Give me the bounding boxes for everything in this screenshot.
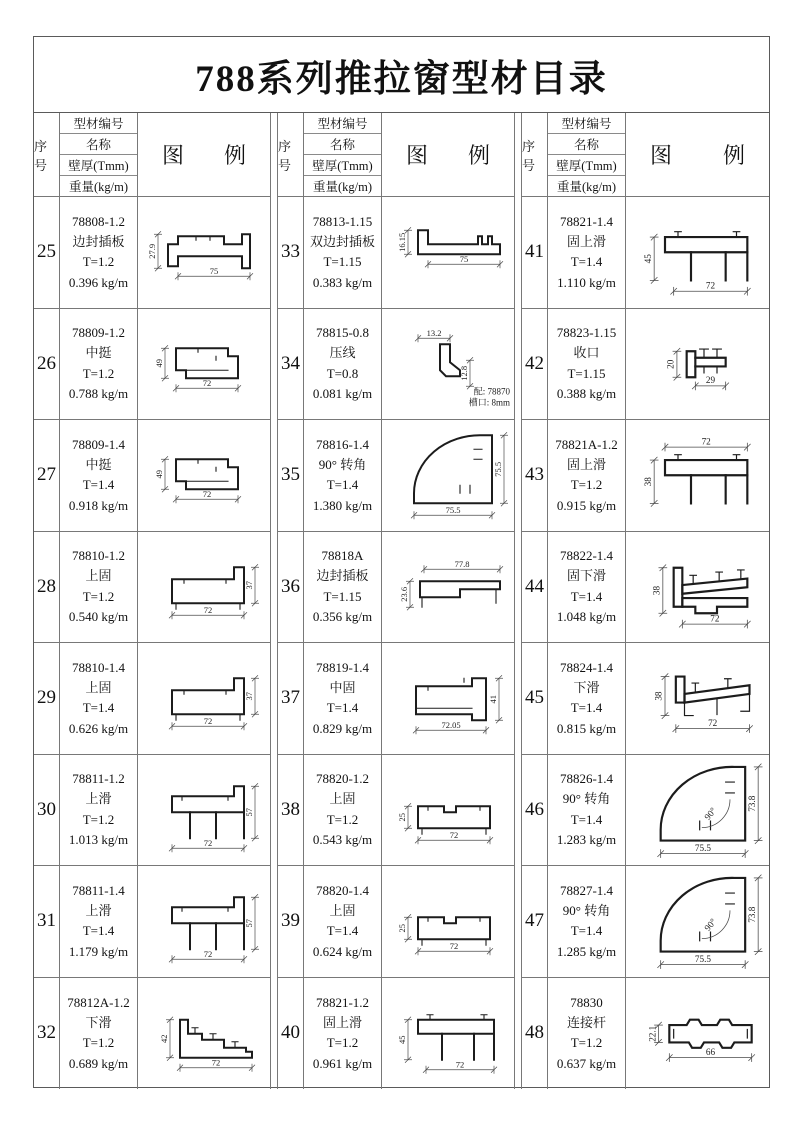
profile-thickness: T=0.8: [326, 365, 359, 381]
header-legend-left: 图: [650, 143, 673, 168]
profile-name: 固上滑: [566, 456, 606, 472]
profile-thickness: T=1.4: [570, 700, 603, 716]
profile-name: 双边封插板: [309, 233, 375, 249]
profile-diagram: [138, 420, 270, 531]
profile-weight: 1.285 kg/m: [556, 943, 617, 959]
row-seq: 33: [278, 197, 304, 308]
profile-name: 90° 转角: [562, 902, 611, 918]
profile-weight: 0.383 kg/m: [312, 274, 373, 290]
profile-name: 90° 转角: [318, 456, 367, 472]
profile-diagram: [382, 643, 514, 754]
row-seq: 37: [278, 643, 304, 754]
svg-text:38: 38: [642, 477, 653, 487]
row-info: [548, 197, 626, 308]
profile-name: 上滑: [85, 791, 112, 807]
profile-diagram: [138, 532, 270, 643]
profile-thickness: T=1.15: [567, 365, 606, 381]
table-header: [522, 113, 769, 197]
profile-weight: 1.283 kg/m: [556, 832, 617, 848]
row-info: [60, 866, 138, 977]
table-row: [278, 755, 514, 867]
row-info: [548, 309, 626, 420]
header-name: 名称: [304, 134, 381, 155]
svg-text:27.9: 27.9: [147, 243, 157, 259]
svg-text:72: 72: [202, 488, 212, 499]
svg-text:90°: 90°: [702, 916, 719, 933]
profile-name: 中固: [329, 679, 356, 695]
profile-thickness: T=1.4: [570, 254, 603, 270]
profile-weight: 1.179 kg/m: [68, 943, 129, 959]
svg-text:37: 37: [244, 580, 254, 589]
profile-diagram: [626, 532, 769, 643]
profile-weight: 0.689 kg/m: [68, 1055, 129, 1071]
row-seq: 48: [522, 978, 548, 1090]
profile-weight: 0.396 kg/m: [68, 274, 129, 290]
profile-code: 78818A: [321, 548, 364, 564]
row-seq: 32: [34, 978, 60, 1090]
row-info: [60, 420, 138, 531]
profile-code: 78810-1.2: [71, 548, 126, 564]
profile-code: 78820-1.4: [315, 882, 370, 898]
profile-diagram: [138, 866, 270, 977]
profile-thickness: T=1.2: [82, 811, 115, 827]
profile-thickness: T=1.2: [82, 365, 115, 381]
header-weight: 重量(kg/m): [312, 180, 373, 194]
profile-weight: 0.829 kg/m: [312, 720, 373, 736]
profile-diagram: [626, 643, 769, 754]
row-info: [548, 978, 626, 1090]
profile-weight: 1.048 kg/m: [556, 609, 617, 625]
profile-code: 78812A-1.2: [67, 994, 130, 1010]
profile-diagram: [382, 197, 514, 308]
table-row: [34, 532, 270, 644]
svg-text:配: 78870: 配: 78870: [473, 385, 510, 396]
svg-text:75.5: 75.5: [694, 953, 711, 964]
svg-text:72: 72: [449, 940, 459, 951]
row-info: [304, 866, 382, 977]
header-legend-right: 例: [223, 143, 246, 168]
row-info: [60, 643, 138, 754]
table-header: [278, 113, 514, 197]
table-row: [34, 197, 270, 309]
header-name: 名称: [548, 134, 625, 155]
row-info: [60, 978, 138, 1090]
profile-diagram: [382, 532, 514, 643]
profile-thickness: T=1.4: [570, 811, 603, 827]
profile-thickness: T=1.2: [82, 588, 115, 604]
profile-code: 78826-1.4: [559, 771, 614, 787]
header-legend: [382, 113, 514, 196]
catalog-page: [33, 36, 770, 1088]
row-seq: 35: [278, 420, 304, 531]
profile-thickness: T=1.4: [326, 923, 359, 939]
row-info: [548, 420, 626, 531]
profile-diagram: [626, 197, 769, 308]
row-seq: 47: [522, 866, 548, 977]
row-seq: 28: [34, 532, 60, 643]
profile-code: 78809-1.4: [71, 436, 126, 452]
profile-diagram: [138, 309, 270, 420]
profile-name: 上固: [329, 791, 356, 807]
profile-weight: 0.081 kg/m: [312, 386, 373, 402]
svg-text:72: 72: [203, 715, 213, 726]
header-code: 型材编号: [60, 113, 137, 134]
row-seq: 41: [522, 197, 548, 308]
table-row: [522, 643, 769, 755]
profile-thickness: T=1.2: [82, 1035, 115, 1051]
table-row: [34, 755, 270, 867]
svg-text:72: 72: [455, 1058, 465, 1069]
svg-text:16.15: 16.15: [397, 232, 407, 252]
table-row: [522, 866, 769, 978]
row-seq: 29: [34, 643, 60, 754]
profile-name: 边封插板: [72, 233, 125, 249]
svg-text:72: 72: [211, 1056, 221, 1067]
profile-thickness: T=1.2: [570, 477, 603, 493]
catalog-column-3: [522, 113, 769, 1089]
profile-name: 下滑: [85, 1014, 112, 1030]
profile-name: 下滑: [573, 679, 600, 695]
profile-name: 90° 转角: [562, 791, 611, 807]
row-info: [548, 643, 626, 754]
svg-text:38: 38: [651, 585, 662, 595]
profile-thickness: T=1.2: [326, 811, 359, 827]
row-seq: 25: [34, 197, 60, 308]
profile-code: 78810-1.4: [71, 659, 126, 675]
profile-weight: 0.540 kg/m: [68, 609, 129, 625]
profile-thickness: T=1.4: [82, 700, 115, 716]
profile-code: 78822-1.4: [559, 548, 614, 564]
svg-text:45: 45: [642, 254, 653, 264]
row-seq: 45: [522, 643, 548, 754]
profile-code: 78823-1.15: [556, 325, 617, 341]
row-info: [304, 197, 382, 308]
svg-text:72: 72: [701, 436, 711, 447]
row-seq: 27: [34, 420, 60, 531]
profile-diagram: [626, 978, 769, 1090]
profile-thickness: T=1.15: [323, 254, 362, 270]
svg-text:37: 37: [244, 692, 254, 701]
profile-code: 78816-1.4: [315, 436, 370, 452]
row-info: [304, 532, 382, 643]
svg-text:75: 75: [209, 265, 219, 276]
row-info: [304, 309, 382, 420]
svg-text:49: 49: [154, 358, 164, 367]
header-legend-left: 图: [162, 143, 185, 168]
row-seq: 26: [34, 309, 60, 420]
svg-text:72: 72: [203, 604, 213, 615]
table-row: [278, 532, 514, 644]
table-row: [34, 309, 270, 421]
profile-diagram: [138, 755, 270, 866]
profile-code: 78821-1.2: [315, 994, 370, 1010]
page-title: 788系列推拉窗型材目录: [34, 37, 769, 113]
header-name: 名称: [60, 134, 137, 155]
svg-text:13.2: 13.2: [426, 327, 442, 338]
row-info: [304, 643, 382, 754]
table-row: [278, 866, 514, 978]
profile-diagram: [382, 978, 514, 1090]
svg-text:75.5: 75.5: [694, 842, 711, 853]
profile-thickness: T=1.4: [570, 923, 603, 939]
profile-thickness: T=1.2: [82, 254, 115, 270]
table-header: [34, 113, 270, 197]
svg-text:25: 25: [397, 924, 407, 933]
profile-diagram: [138, 978, 270, 1090]
table-row: [522, 755, 769, 867]
table-row: [522, 978, 769, 1090]
profile-name: 边封插板: [316, 568, 369, 584]
profile-diagram: [382, 755, 514, 866]
catalog-column-2: [278, 113, 514, 1089]
table-row: [34, 420, 270, 532]
svg-text:77.8: 77.8: [454, 558, 470, 569]
row-info: [304, 978, 382, 1090]
profile-code: 78827-1.4: [559, 882, 614, 898]
svg-text:90°: 90°: [702, 805, 719, 822]
svg-text:75.5: 75.5: [445, 504, 461, 515]
profile-name: 固上滑: [322, 1014, 362, 1030]
svg-text:57: 57: [244, 807, 254, 816]
header-weight: 重量(kg/m): [68, 180, 129, 194]
header-seq: 序号: [278, 113, 304, 196]
profile-name: 固上滑: [566, 233, 606, 249]
profile-code: 78820-1.2: [315, 771, 370, 787]
header-seq: 序号: [34, 113, 60, 196]
header-seq: 序号: [522, 113, 548, 196]
column-divider: [514, 113, 522, 1089]
profile-name: 中挺: [85, 456, 112, 472]
profile-diagram: [626, 420, 769, 531]
svg-text:72: 72: [202, 377, 212, 388]
header-legend-right: 例: [467, 143, 490, 168]
profile-code: 78809-1.2: [71, 325, 126, 341]
profile-weight: 0.915 kg/m: [556, 497, 617, 513]
column-divider: [270, 113, 278, 1089]
header-thickness: 壁厚(Tmm): [304, 155, 381, 176]
header-thickness: 壁厚(Tmm): [60, 155, 137, 176]
profile-name: 固下滑: [566, 568, 606, 584]
profile-thickness: T=1.4: [326, 477, 359, 493]
svg-text:41: 41: [488, 695, 498, 704]
svg-text:45: 45: [397, 1035, 407, 1044]
row-seq: 30: [34, 755, 60, 866]
profile-code: 78811-1.2: [72, 771, 125, 787]
svg-text:72: 72: [449, 829, 459, 840]
profile-name: 上固: [85, 568, 112, 584]
table-row: [522, 420, 769, 532]
catalog-column-1: [34, 113, 270, 1089]
svg-text:72: 72: [705, 280, 716, 291]
profile-thickness: T=1.4: [326, 700, 359, 716]
row-seq: 46: [522, 755, 548, 866]
table-row: [278, 643, 514, 755]
header-info: [548, 113, 626, 196]
table-row: [34, 643, 270, 755]
svg-text:75.5: 75.5: [493, 461, 503, 477]
profile-weight: 0.626 kg/m: [68, 720, 129, 736]
profile-diagram: [626, 309, 769, 420]
svg-text:72.05: 72.05: [441, 719, 461, 730]
svg-text:25: 25: [397, 812, 407, 821]
row-seq: 40: [278, 978, 304, 1090]
header-code: 型材编号: [548, 113, 625, 134]
profile-name: 压线: [329, 345, 356, 361]
table-row: [278, 309, 514, 421]
profile-diagram: [382, 309, 514, 420]
profile-weight: 0.356 kg/m: [312, 609, 373, 625]
svg-text:42: 42: [159, 1034, 169, 1043]
profile-weight: 0.543 kg/m: [312, 832, 373, 848]
table-row: [34, 866, 270, 978]
svg-text:20: 20: [665, 359, 676, 369]
profile-weight: 1.013 kg/m: [68, 832, 129, 848]
profile-code: 78819-1.4: [315, 659, 370, 675]
profile-weight: 0.624 kg/m: [312, 943, 373, 959]
header-legend-left: 图: [406, 143, 429, 168]
row-info: [60, 197, 138, 308]
profile-thickness: T=1.2: [570, 1035, 603, 1051]
table-row: [522, 532, 769, 644]
svg-text:72: 72: [203, 948, 213, 959]
header-thickness: 壁厚(Tmm): [548, 155, 625, 176]
row-info: [60, 755, 138, 866]
profile-name: 收口: [573, 345, 600, 361]
header-info: [60, 113, 138, 196]
svg-text:22.1: 22.1: [647, 1025, 658, 1042]
profile-thickness: T=1.2: [326, 1035, 359, 1051]
row-info: [548, 532, 626, 643]
svg-text:73.8: 73.8: [746, 906, 757, 923]
profile-thickness: T=1.4: [570, 588, 603, 604]
profile-weight: 1.380 kg/m: [312, 497, 373, 513]
profile-code: 78821A-1.2: [555, 436, 618, 452]
profile-code: 78808-1.2: [71, 213, 126, 229]
catalog-table: [34, 113, 769, 1089]
svg-text:49: 49: [154, 470, 164, 479]
profile-diagram: [382, 866, 514, 977]
table-row: [522, 197, 769, 309]
profile-weight: 0.815 kg/m: [556, 720, 617, 736]
profile-name: 上固: [329, 902, 356, 918]
profile-thickness: T=1.4: [82, 477, 115, 493]
row-seq: 39: [278, 866, 304, 977]
table-row: [522, 309, 769, 421]
row-seq: 36: [278, 532, 304, 643]
profile-weight: 0.388 kg/m: [556, 386, 617, 402]
svg-text:槽口: 8mm: 槽口: 8mm: [468, 396, 510, 407]
row-seq: 43: [522, 420, 548, 531]
profile-diagram: [138, 197, 270, 308]
table-row: [278, 420, 514, 532]
profile-name: 连接杆: [566, 1014, 606, 1030]
svg-text:23.6: 23.6: [399, 586, 409, 602]
profile-name: 上滑: [85, 902, 112, 918]
row-info: [60, 532, 138, 643]
profile-thickness: T=1.4: [82, 923, 115, 939]
profile-diagram: [382, 420, 514, 531]
svg-text:57: 57: [244, 919, 254, 928]
profile-name: 上固: [85, 679, 112, 695]
svg-text:66: 66: [705, 1046, 716, 1057]
svg-text:73.8: 73.8: [746, 795, 757, 812]
svg-text:75: 75: [459, 253, 469, 264]
profile-code: 78824-1.4: [559, 659, 614, 675]
profile-code: 78813-1.15: [312, 213, 373, 229]
table-row: [278, 197, 514, 309]
svg-text:72: 72: [203, 837, 213, 848]
header-weight: 重量(kg/m): [556, 180, 617, 194]
profile-code: 78815-0.8: [315, 325, 370, 341]
profile-weight: 0.918 kg/m: [68, 497, 129, 513]
row-info: [548, 755, 626, 866]
row-seq: 38: [278, 755, 304, 866]
row-info: [60, 309, 138, 420]
row-seq: 44: [522, 532, 548, 643]
svg-text:12.8: 12.8: [459, 365, 469, 381]
profile-weight: 0.637 kg/m: [556, 1055, 617, 1071]
svg-text:72: 72: [708, 717, 718, 728]
profile-diagram: [138, 643, 270, 754]
svg-text:72: 72: [710, 612, 720, 623]
profile-diagram: [626, 866, 769, 977]
profile-diagram: [626, 755, 769, 866]
row-info: [304, 420, 382, 531]
row-seq: 31: [34, 866, 60, 977]
svg-text:38: 38: [653, 691, 664, 701]
header-legend-right: 例: [722, 143, 745, 168]
profile-thickness: T=1.15: [323, 588, 362, 604]
row-info: [548, 866, 626, 977]
row-seq: 34: [278, 309, 304, 420]
profile-weight: 1.110 kg/m: [557, 274, 616, 290]
profile-code: 78821-1.4: [559, 213, 614, 229]
table-row: [34, 978, 270, 1090]
profile-weight: 0.788 kg/m: [68, 386, 129, 402]
header-legend: [138, 113, 270, 196]
profile-name: 中挺: [85, 345, 112, 361]
row-seq: 42: [522, 309, 548, 420]
profile-weight: 0.961 kg/m: [312, 1055, 373, 1071]
svg-text:29: 29: [705, 374, 716, 385]
header-info: [304, 113, 382, 196]
profile-code: 78811-1.4: [72, 882, 125, 898]
profile-code: 78830: [570, 994, 603, 1010]
table-row: [278, 978, 514, 1090]
header-code: 型材编号: [304, 113, 381, 134]
row-info: [304, 755, 382, 866]
header-legend: [626, 113, 769, 196]
